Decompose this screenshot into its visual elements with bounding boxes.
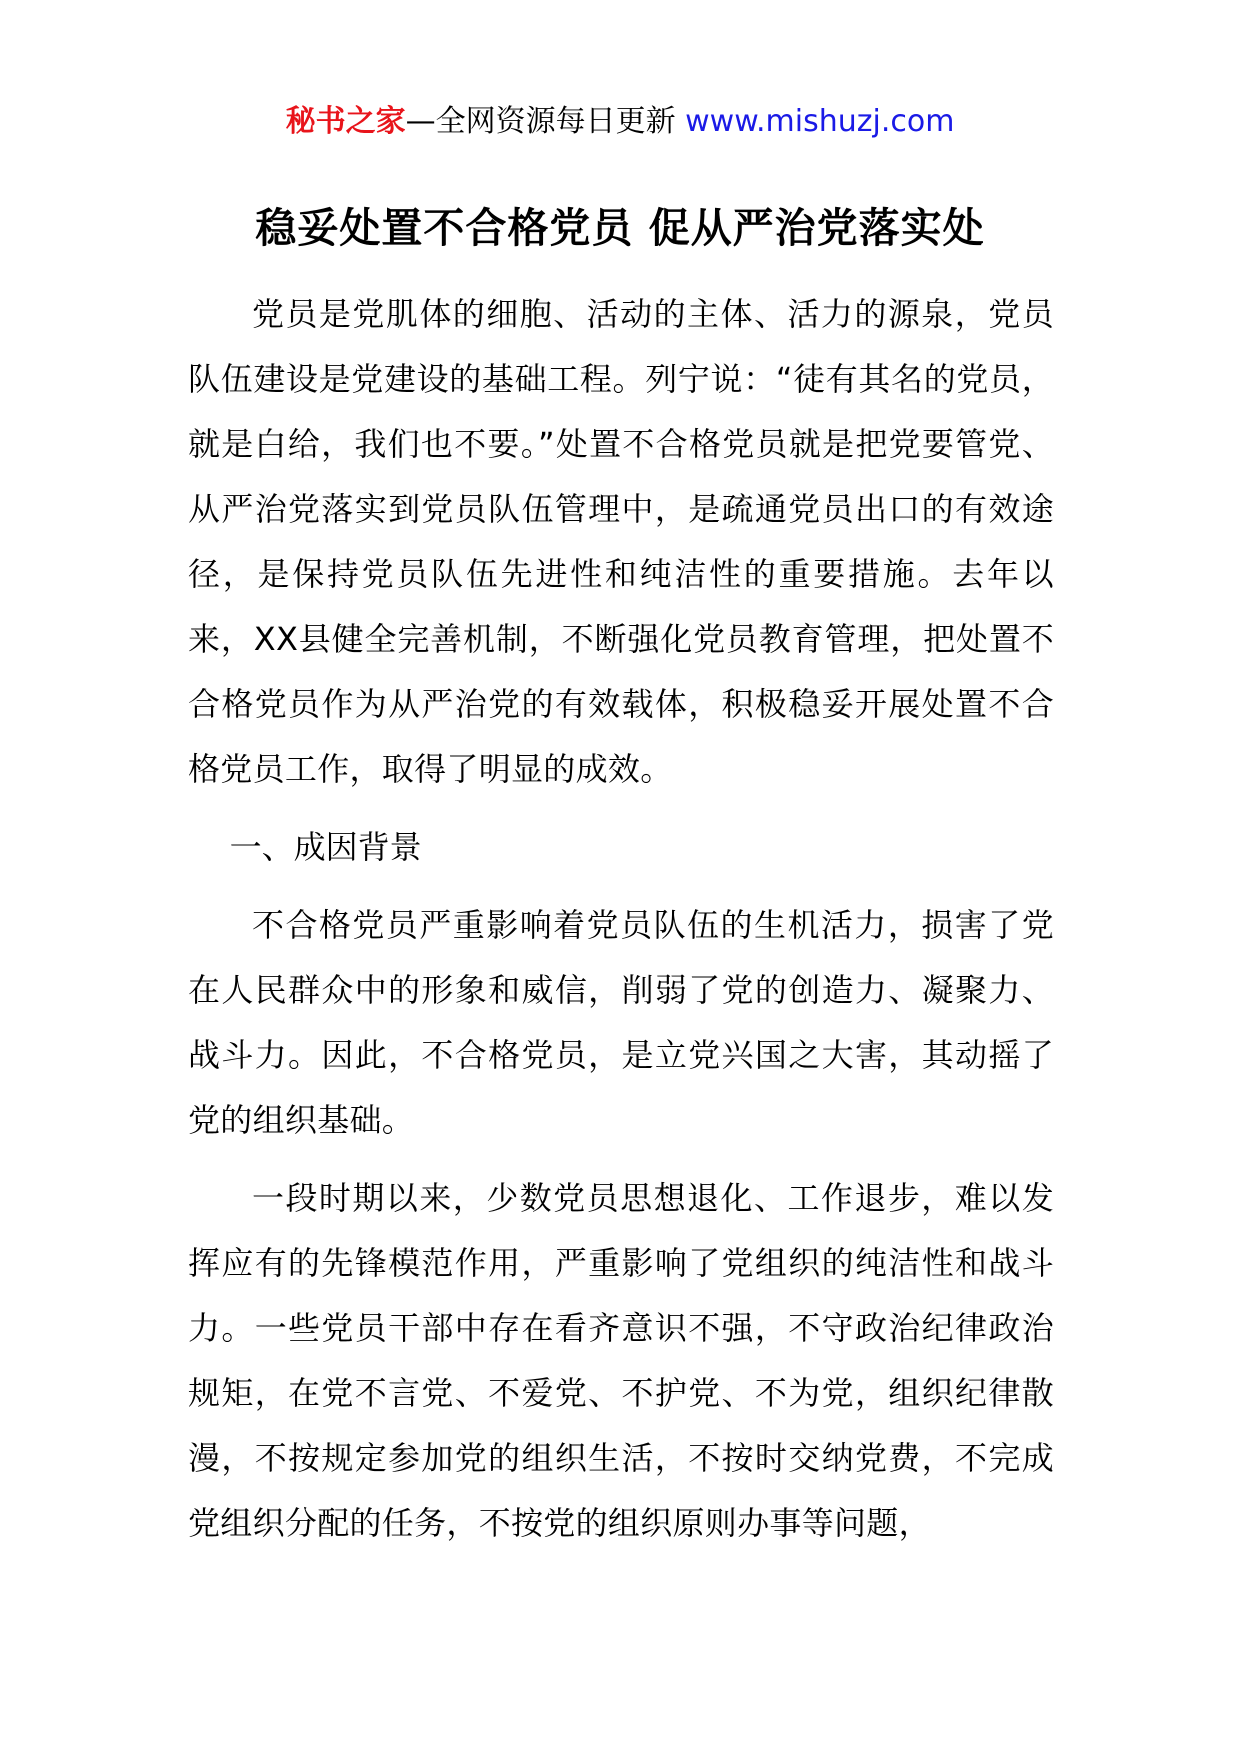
site-slogan: —全网资源每日更新 bbox=[405, 104, 686, 139]
section-heading-1: 一、成因背景 bbox=[229, 828, 422, 866]
site-url-link[interactable]: www.mishuzj.com bbox=[685, 104, 955, 139]
site-brand: 秘书之家 bbox=[285, 104, 406, 139]
site-banner bbox=[0, 102, 1240, 142]
paragraph-intro: 党员是党肌体的细胞、活动的主体、活力的源泉，党员队伍建设是党建设的基础工程。列宁说：“徒有其名的党员，就是白给，我们也不要。”处置不合格党员就是把党要管党、从严治党落实到党员队伍管理中，是疏通党员出口的有效途径，是保持党员队伍先进性和纯洁性的重要措施。去年以来，XX县健全完善机制，不断强化党员教育管理，把处置不合格党员作为从严治党的有效载体，积极稳妥开展处置不合格党员工作，取得了明显的成效。 bbox=[188, 295, 1054, 788]
paragraph-3: 一段时期以来，少数党员思想退化、工作退步，难以发挥应有的先锋模范作用，严重影响了党组织的纯洁性和战斗力。一些党员干部中存在看齐意识不强，不守政治纪律政治规矩，在党不言党、不爱党、不护党、不为党，组织纪律散漫，不按规定参加党的组织生活，不按时交纳党费，不完成党组织分配的任务，不按党的组织原则办事等问题， bbox=[188, 1179, 1054, 1542]
document-body bbox=[188, 282, 1054, 1556]
document-title: 稳妥处置不合格党员 促从严治党落实处 bbox=[255, 204, 985, 252]
paragraph-2: 不合格党员严重影响着党员队伍的生机活力，损害了党在人民群众中的形象和威信，削弱了党的创造力、凝聚力、战斗力。因此，不合格党员，是立党兴国之大害，其动摇了党的组织基础。 bbox=[188, 906, 1054, 1139]
